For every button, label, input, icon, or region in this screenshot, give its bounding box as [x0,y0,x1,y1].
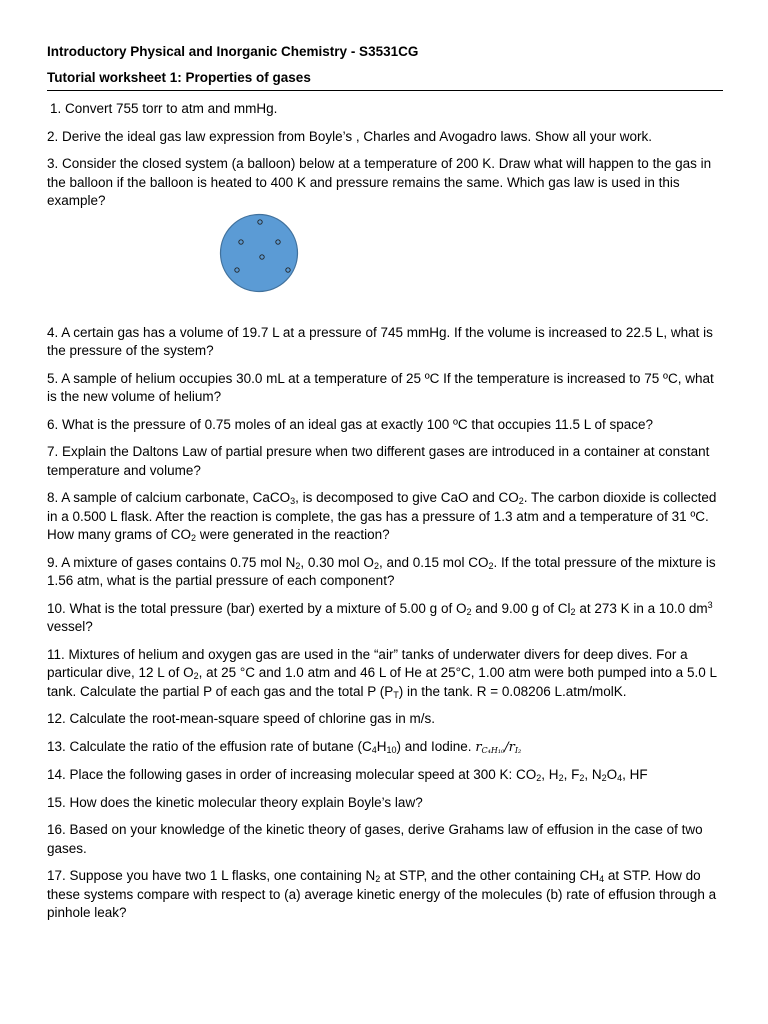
question-10: 10. What is the total pressure (bar) exerted by a mixture of 5.00 g of $O_2$ and 9.00 g of $Cl_2$ at 273 K in a 10.0 $dm^3$ vessel? [47,599,713,634]
question-2: 2. Derive the ideal gas law expression from Boyle’s , Charles and Avogadro laws. Show all your work. [47,128,653,144]
question-13: 13. Calculate the ratio of the effusion rate of butane $(C_4H_{10})$ and Iodine. $r_{C_4H_{10}}/r_{I_2}$ [47,738,522,755]
question-8: 8. A sample of calcium carbonate, CaCO$_3$, is decomposed to give CaO and $CO_2$. The carbon dioxide is collected in a 0.500 L flask. After the reaction is complete, the gas has a pressure of 1.3 atm and a temperature of 31 ºC. How many grams of $CO_2$ were generated in the reaction? [47,490,717,543]
question-17: 17. Suppose you have two 1 L flasks, one containing $N_2$ at STP, and the other containing $CH_4$ at STP. How do these systems compare with respect to (a) average kinetic energy of the molecules (b) rate of effusion through a pinhole leak? [47,868,717,920]
balloon-body [221,214,298,291]
question-7: 7. Explain the Daltons Law of partial presure when two different gases are introduced in a container at constant temperature and volume? [47,444,710,478]
worksheet-page [47,42,723,923]
question-15: 15. How does the kinetic molecular theory explain Boyle’s law? [47,794,423,810]
question-5: 5. A sample of helium occupies 30.0 mL at a temperature of 25 ºC If the temperature is increased to 75 ºC, what is the new volume of helium? [47,370,714,404]
question-9: 9. A mixture of gases contains 0.75 mol $N_2$, 0.30 mol $O_2$, and 0.15 mol $CO_2$. If the total pressure of the mixture is 1.56 atm, what is the partial pressure of each component? [47,554,716,588]
worksheet-title: Tutorial worksheet 1: Properties of gases [47,70,311,85]
header-divider [47,90,723,91]
question-16: 16. Based on your knowledge of the kinetic theory of gases, derive Grahams law of effusion in the case of two gases. [47,822,703,856]
question-4: 4. A certain gas has a volume of 19.7 L at a pressure of 745 mmHg. If the volume is increased to 22.5 L, what is the pressure of the system? [47,324,713,358]
balloon-diagram [219,213,299,293]
question-6: 6. What is the pressure of 0.75 moles of an ideal gas at exactly 100 ºC that occupies 11.5 L of space? [47,416,654,432]
effusion-ratio-expression: $r_{C_4H_{10}}/r_{I_2}$ [475,739,522,755]
question-1: 1. Convert 755 torr to atm and mmHg. [50,101,278,116]
course-title: Introductory Physical and Inorganic Chemistry - S3531CG [47,44,419,59]
balloon-figure [47,213,723,315]
question-12: 12. Calculate the root-mean-square speed of chlorine gas in m/s. [47,711,435,726]
question-11: 11. Mixtures of helium and oxygen gas are used in the “air” tanks of underwater divers for deep dives. For a particular dive, 12 L of $O_2$, at 25 °C and 1.0 atm and 46 L of He at 25°C, 1.00 atm were both pumped into a 5.0 L tank. Calculate the partial P of each gas and the total P $(P_T)$ in the tank. R = 0.08206 L.atm/molK. [47,646,717,700]
question-3: 3. Consider the closed system (a balloon) below at a temperature of 200 K. Draw what will happen to the gas in the balloon if the balloon is heated to 400 K and pressure remains the same. Which gas law is used in this example? [47,156,712,208]
question-14: 14. Place the following gases in order of increasing molecular speed at 300 K: $CO_2$, $H_2$, $F_2$, $N_2O_4$, HF [47,767,648,783]
